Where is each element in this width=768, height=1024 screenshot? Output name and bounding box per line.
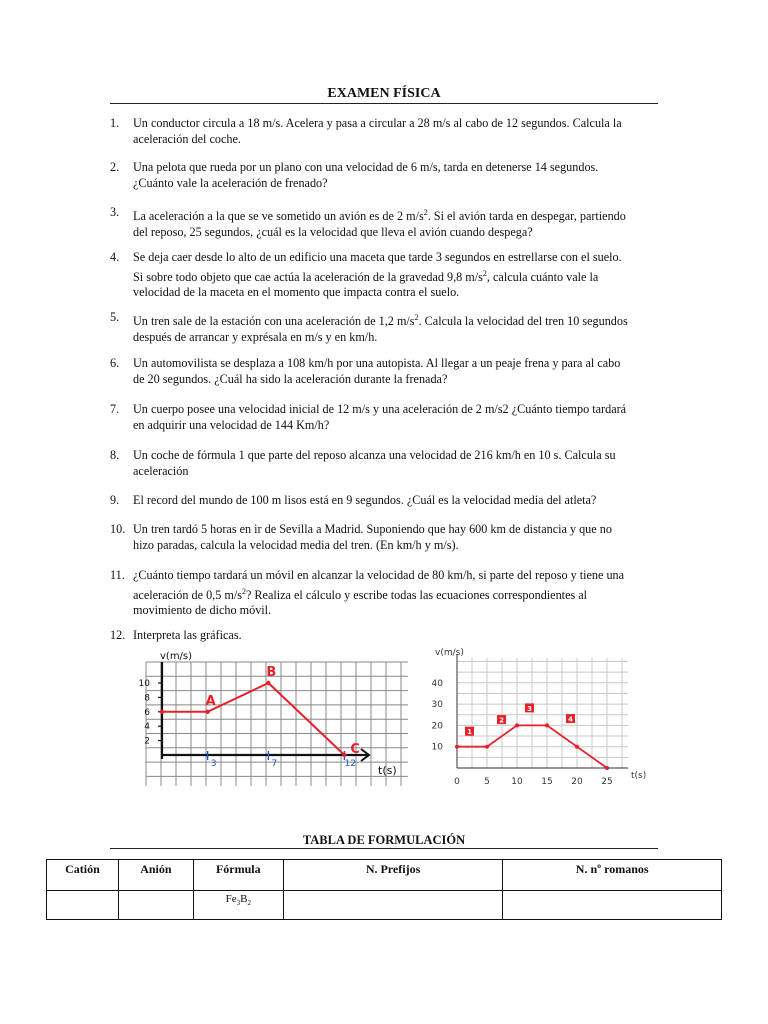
- question-text: . Si el avión tarda en despegar, partiendo: [427, 209, 626, 224]
- question-text: . Calcula la velocidad del tren 10 segundos: [418, 314, 628, 329]
- segment-label: 3: [527, 704, 532, 713]
- superscript: 2: [423, 208, 428, 217]
- question-text: Se deja caer desde lo alto de un edificio una maceta que tarde 3 segundos en estrellarse con el suelo.: [133, 250, 622, 264]
- formulation-title: TABLA DE FORMULACIÓN: [302, 833, 466, 847]
- question-text: La aceleración a la que se ve sometido un avión es de 2 m/s: [133, 209, 424, 224]
- y-tick-label: 10: [138, 679, 150, 689]
- data-point: [205, 710, 209, 714]
- question-text: de 20 segundos. ¿Cuál ha sido la aceleración durante la frenada?: [133, 371, 448, 386]
- y-tick-label: 10: [431, 742, 443, 753]
- question-number: 7.: [110, 402, 120, 416]
- question-text: ¿Cuánto vale la aceleración de frenado?: [133, 175, 328, 190]
- y-tick-label: 6: [144, 707, 150, 718]
- question-text: Una pelota que rueda por un plano con una velocidad de 6 m/s, tarda en detenerse 14 segundos.: [133, 160, 599, 174]
- data-point: [575, 745, 579, 749]
- formula-subscript-2: 2: [247, 899, 251, 908]
- page-title: EXAMEN FÍSICA: [327, 86, 441, 101]
- question-text: Un tren tardó 5 horas en ir de Sevilla a Madrid. Suponiendo que hay 600 km de distancia y que no: [133, 522, 612, 536]
- segment-label: 2: [499, 716, 504, 725]
- formulation-rule: [110, 848, 658, 849]
- question-number: 4.: [110, 250, 120, 264]
- question-11: [110, 568, 658, 616]
- formula-element-1: Fe: [225, 893, 237, 905]
- formulation-table: [46, 859, 722, 920]
- x-tick-label: 25: [601, 777, 613, 787]
- question-7: [110, 402, 658, 434]
- question-8: [110, 448, 658, 480]
- question-text: movimiento de dicho móvil.: [133, 603, 272, 618]
- x-tick-label: 15: [541, 777, 553, 787]
- y-tick-label: 30: [431, 700, 443, 711]
- question-1: [110, 116, 658, 148]
- cell-prefijos[interactable]: [283, 891, 503, 920]
- x-axis-label: t(s): [631, 771, 647, 781]
- superscript: 2: [241, 586, 246, 596]
- question-9: [110, 493, 658, 509]
- header-cation: Catión: [47, 860, 119, 891]
- data-point: [455, 745, 459, 749]
- cell-cation[interactable]: [47, 891, 119, 920]
- formula-subscript-1: 3: [236, 899, 241, 908]
- x-tick-label: 20: [571, 777, 583, 787]
- table-header-row: [47, 860, 722, 891]
- velocity-time-graph-1: [132, 648, 412, 788]
- table-row: [47, 891, 722, 920]
- question-number: 1.: [110, 116, 120, 130]
- data-point: [485, 745, 489, 749]
- cell-formula: [193, 891, 283, 920]
- question-number: 8.: [110, 448, 120, 462]
- question-5: [110, 310, 658, 342]
- x-tick-label: 0: [454, 777, 460, 787]
- point-label: B: [266, 665, 277, 680]
- cell-romanos[interactable]: [503, 891, 722, 920]
- segment-label: 4: [568, 715, 573, 724]
- question-text: ? Realiza el cálculo y escribe todas las ecuaciones correspondientes al: [245, 587, 588, 602]
- y-tick-label: 2: [144, 736, 150, 747]
- question-text: Un tren sale de la estación con una aceleración de 1,2 m/s: [133, 314, 415, 329]
- y-axis-label: v(m/s): [435, 648, 464, 658]
- question-12: [110, 628, 658, 644]
- superscript: 2: [482, 268, 487, 278]
- question-3: [110, 205, 658, 237]
- question-text: Un cuerpo posee una velocidad inicial de 12 m/s y una aceleración de 2 m/s2 ¿Cuánto tiempo tardará: [133, 402, 627, 416]
- question-text: Un conductor circula a 18 m/s. Acelera y pasa a circular a 28 m/s al cabo de 12 segundos. Calcula la: [133, 116, 622, 130]
- header-prefijos: N. Prefijos: [283, 860, 503, 891]
- question-text: Un coche de fórmula 1 que parte del reposo alcanza una velocidad de 216 km/h en 10 s. Calcula su: [133, 448, 616, 462]
- question-10: [110, 522, 658, 554]
- data-point: [342, 753, 346, 757]
- question-text: en adquirir una velocidad de 144 Km/h?: [133, 417, 330, 432]
- question-text: El record del mundo de 100 m lisos está en 9 segundos. ¿Cuál es la velocidad media del atleta?: [133, 493, 597, 507]
- question-number: 12.: [110, 628, 126, 642]
- header-romanos: N. nº romanos: [503, 860, 722, 891]
- question-text: hizo paradas, calcula la velocidad media del tren. (En km/h y m/s).: [133, 537, 459, 552]
- x-tick-label: 3: [210, 759, 217, 769]
- data-point: [266, 681, 270, 685]
- x-tick-label: 10: [511, 777, 523, 787]
- y-axis-label: v(m/s): [160, 651, 193, 662]
- question-4: [110, 250, 658, 298]
- question-number: 3.: [110, 205, 120, 219]
- question-text: Interpreta las gráficas.: [133, 628, 242, 642]
- x-tick-label: 12: [344, 759, 357, 769]
- y-tick-label: 4: [144, 722, 150, 733]
- data-point: [515, 723, 519, 727]
- data-point: [605, 766, 609, 770]
- question-text: después de arrancar y exprésala en m/s y en km/h.: [133, 329, 378, 344]
- question-number: 9.: [110, 493, 120, 507]
- segment-label: 1: [467, 728, 472, 737]
- x-axis-label: t(s): [378, 764, 397, 777]
- question-text: aceleración del coche.: [133, 131, 241, 146]
- question-2: [110, 160, 658, 192]
- question-text: velocidad de la maceta en el momento que impacta contra el suelo.: [133, 285, 460, 300]
- formula-element-2: B: [240, 893, 248, 905]
- question-6: [110, 356, 658, 388]
- point-label: C: [350, 742, 360, 757]
- question-number: 5.: [110, 310, 120, 324]
- y-tick-label: 20: [431, 721, 443, 732]
- question-text: aceleración: [133, 463, 189, 478]
- question-text: del reposo, 25 segundos, ¿cuál es la velocidad que lleva el avión cuando despega?: [133, 224, 533, 239]
- x-tick-label: 7: [271, 759, 278, 769]
- superscript: 2: [414, 313, 419, 322]
- question-text: aceleración de 0,5 m/s: [133, 587, 242, 602]
- question-number: 10.: [110, 522, 126, 536]
- y-tick-label: 8: [144, 693, 150, 704]
- velocity-time-graph-2: [420, 644, 650, 789]
- header-formula: Fórmula: [193, 860, 283, 891]
- question-number: 6.: [110, 356, 120, 370]
- header-anion: Anión: [118, 860, 193, 891]
- question-number: 2.: [110, 160, 120, 174]
- y-tick-label: 40: [431, 678, 443, 689]
- data-point: [160, 710, 164, 714]
- question-text: , calcula cuánto vale la: [486, 269, 599, 284]
- x-tick-label: 5: [484, 777, 490, 787]
- title-rule: [110, 103, 658, 104]
- cell-anion[interactable]: [118, 891, 193, 920]
- question-text: ¿Cuánto tiempo tardará un móvil en alcanzar la velocidad de 80 km/h, si parte del reposo y tiene una: [133, 568, 625, 582]
- question-number: 11.: [110, 568, 125, 582]
- point-label: A: [205, 693, 216, 709]
- question-text: Un automovilista se desplaza a 108 km/h por una autopista. Al llegar a un peaje frena y para al cabo: [133, 356, 621, 370]
- data-point: [545, 723, 549, 727]
- question-text: Si sobre todo objeto que cae actúa la aceleración de la gravedad 9,8 m/s: [133, 269, 483, 284]
